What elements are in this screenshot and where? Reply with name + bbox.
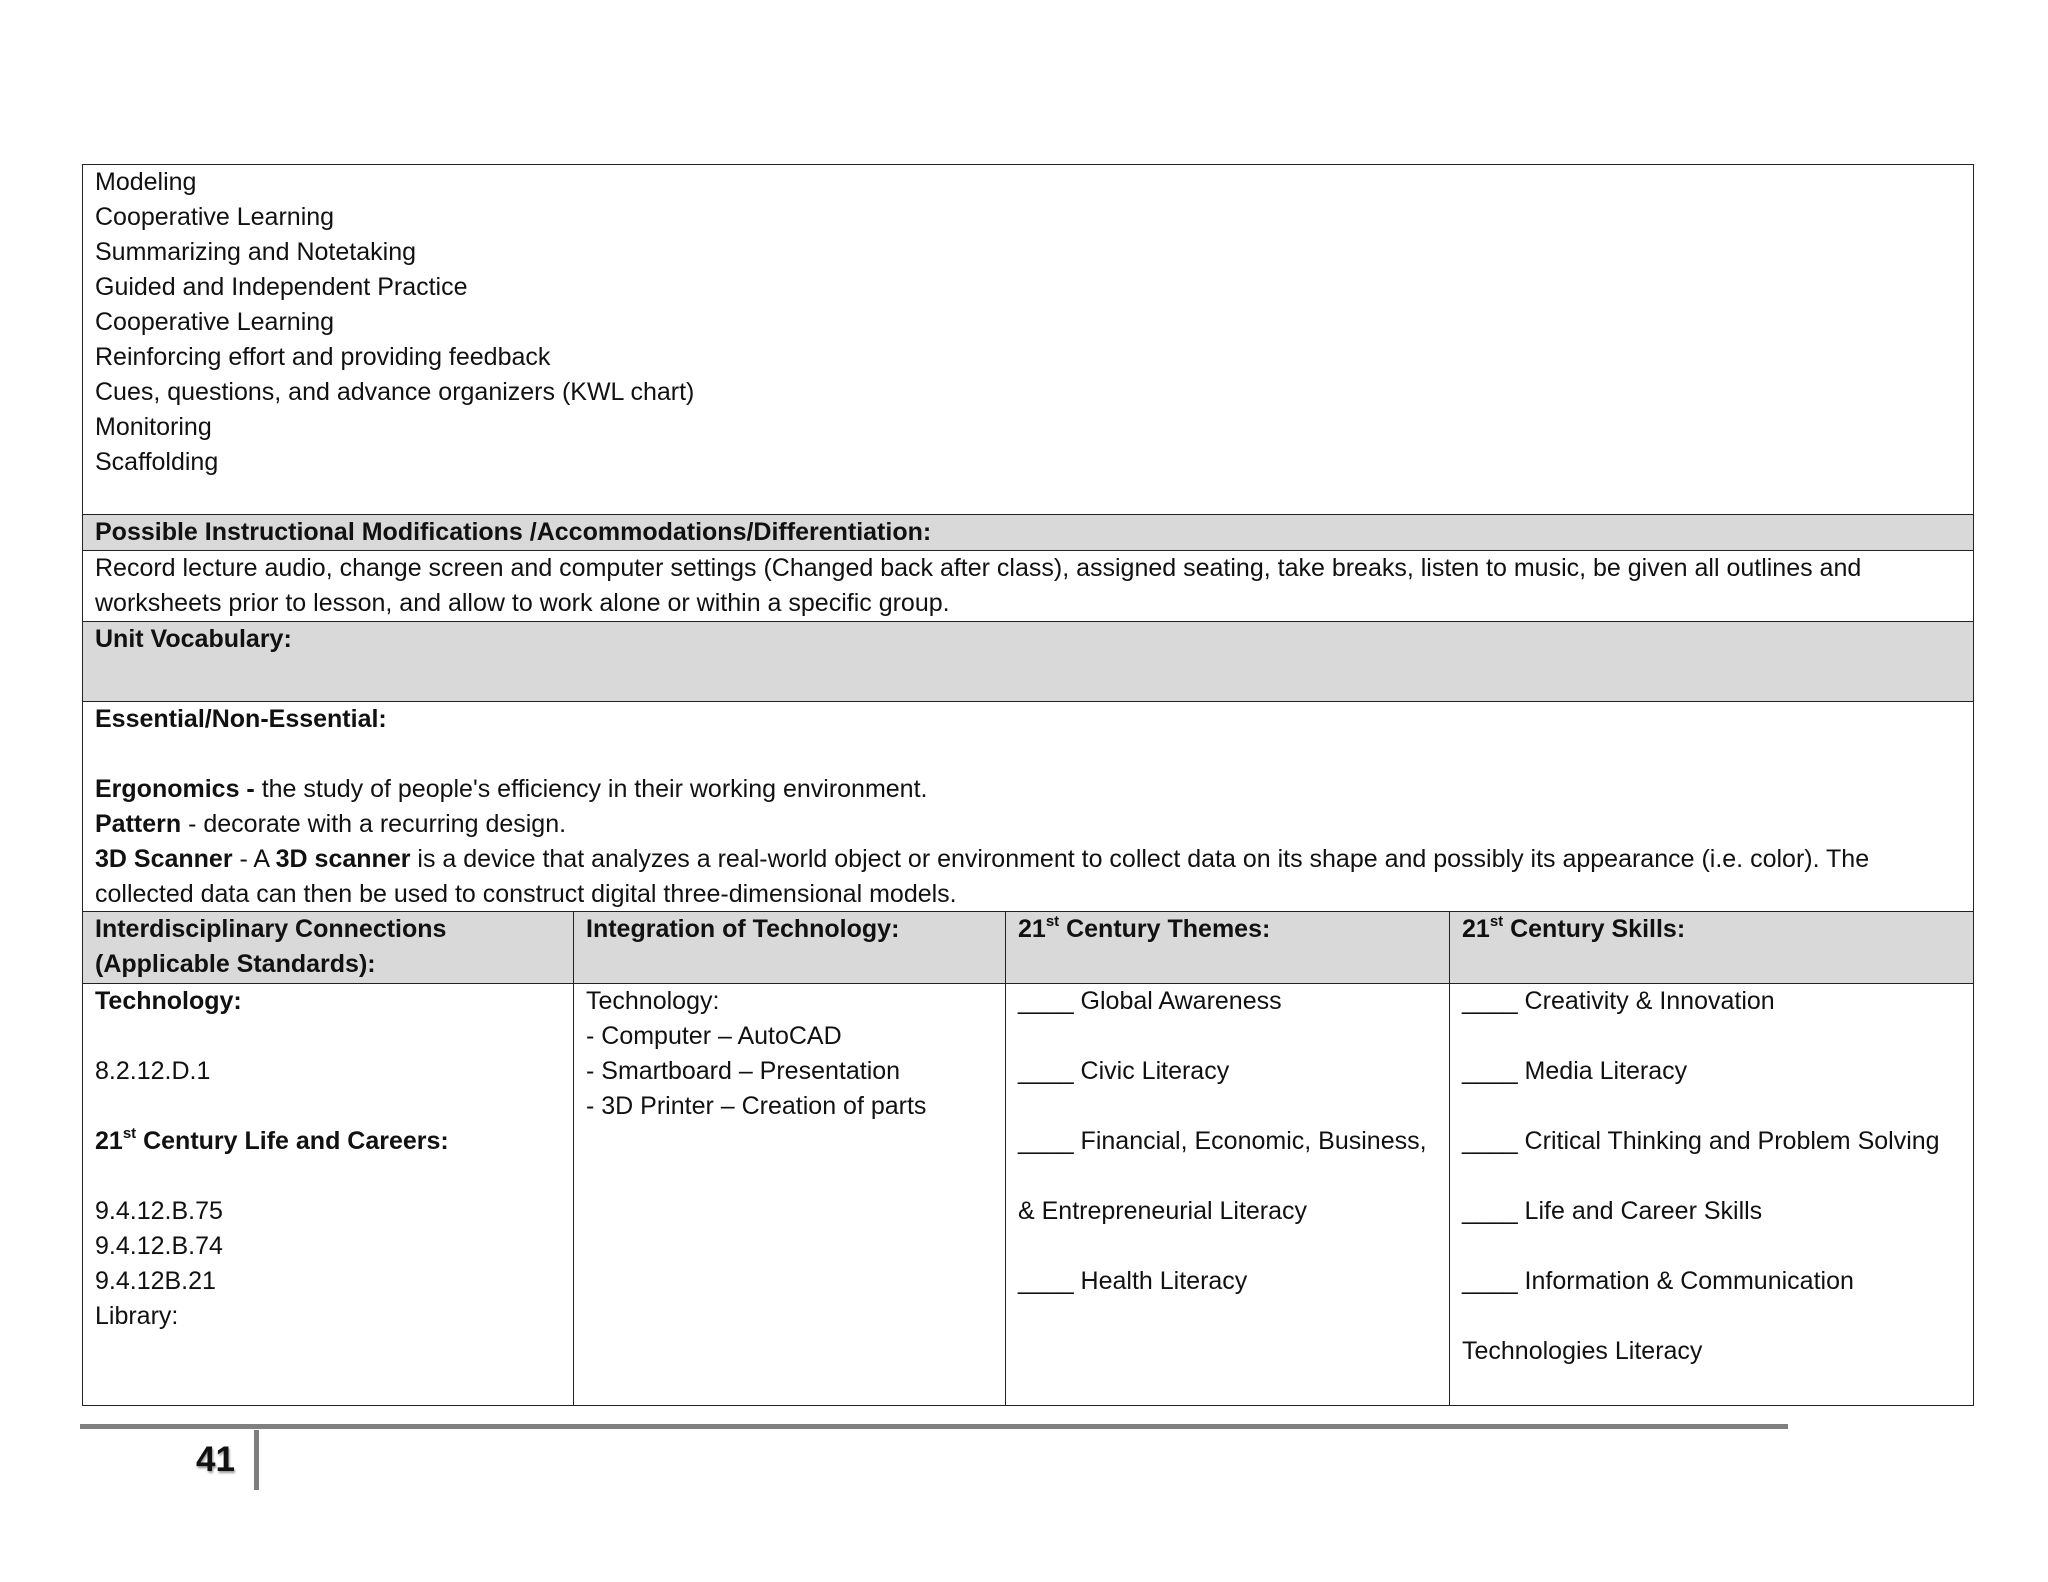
library-label: Library: xyxy=(95,1302,179,1330)
careers-label-prefix: 21 xyxy=(95,1127,123,1155)
interdisciplinary-heading-line: Interdisciplinary Connections xyxy=(95,915,447,943)
interdisciplinary-heading-line: (Applicable Standards): xyxy=(95,950,376,978)
page-number-bar xyxy=(254,1430,259,1490)
strategy-item: Cues, questions, and advance organizers (KWL chart) xyxy=(95,378,695,406)
skill-item: ____ Critical Thinking and Problem Solving xyxy=(1462,1127,1940,1155)
themes-heading-sup: st xyxy=(1045,912,1060,930)
vocab-3d-scanner-cont: collected data can then be used to construct digital three-dimensional models. xyxy=(95,880,957,908)
interdisciplinary-heading xyxy=(83,912,573,983)
modifications-heading xyxy=(83,514,1973,550)
vocab-term: Ergonomics - xyxy=(95,775,255,803)
vocab-definition: - decorate with a recurring design. xyxy=(181,810,567,838)
strategy-item: Monitoring xyxy=(95,413,212,441)
technology-heading-text: Integration of Technology: xyxy=(586,915,900,943)
technology-cell xyxy=(573,984,1005,1405)
modifications-line: worksheets prior to lesson, and allow to work alone or within a specific group. xyxy=(95,589,950,617)
vocab-definition: the study of people's efficiency in their working environment. xyxy=(254,775,928,803)
careers-label-text: Century Life and Careers: xyxy=(136,1127,449,1155)
interdisciplinary-technology-label: Technology: xyxy=(95,987,242,1015)
standard-code: 9.4.12.B.74 xyxy=(95,1232,223,1260)
themes-heading-prefix: 21 xyxy=(1018,915,1046,943)
strategy-item: Scaffolding xyxy=(95,448,219,476)
skills-heading xyxy=(1449,912,1973,983)
modifications-heading-text: Possible Instructional Modifications /Accommodations/Differentiation: xyxy=(95,518,932,546)
theme-item: ____ Health Literacy xyxy=(1018,1267,1248,1295)
technology-item: - Computer – AutoCAD xyxy=(586,1022,842,1050)
standard-code: 9.4.12B.21 xyxy=(95,1267,216,1295)
theme-item: & Entrepreneurial Literacy xyxy=(1018,1197,1308,1225)
strategy-item: Modeling xyxy=(95,168,197,196)
page-number: 41 xyxy=(196,1440,235,1479)
skill-item: ____ Creativity & Innovation xyxy=(1462,987,1775,1015)
careers-label-sup: st xyxy=(122,1124,137,1142)
strategies-cell xyxy=(83,165,1973,514)
vocab-term: 3D scanner xyxy=(275,845,411,873)
lesson-plan-table xyxy=(82,164,1974,1406)
strategy-item: Guided and Independent Practice xyxy=(95,273,468,301)
vocabulary-cell xyxy=(83,701,1973,911)
skill-item: ____ Media Literacy xyxy=(1462,1057,1688,1085)
themes-heading-text: Century Themes: xyxy=(1059,915,1271,943)
skills-cell xyxy=(1449,984,1973,1405)
technology-heading xyxy=(573,912,1005,983)
technology-item: - 3D Printer – Creation of parts xyxy=(586,1092,927,1120)
careers-label xyxy=(95,1124,561,1159)
vocabulary-heading-text: Unit Vocabulary: xyxy=(95,625,292,653)
technology-label: Technology: xyxy=(586,987,720,1015)
strategy-item: Reinforcing effort and providing feedback xyxy=(95,343,551,371)
standard-code: 8.2.12.D.1 xyxy=(95,1057,211,1085)
vocab-term: Pattern xyxy=(95,810,182,838)
technology-item: - Smartboard – Presentation xyxy=(586,1057,901,1085)
columns-body-row xyxy=(83,983,1973,1405)
vocab-definition: is a device that analyzes a real-world object or environment to collect data on its shape and possibly its appearance (i.e. color). The xyxy=(410,845,1870,873)
interdisciplinary-cell xyxy=(83,984,573,1405)
themes-heading xyxy=(1005,912,1449,983)
columns-header-row xyxy=(83,911,1973,983)
skills-heading-sup: st xyxy=(1489,912,1504,930)
strategy-item: Summarizing and Notetaking xyxy=(95,238,416,266)
skill-item: ____ Information & Communication xyxy=(1462,1267,1854,1295)
skills-heading-text: Century Skills: xyxy=(1503,915,1686,943)
theme-item: ____ Global Awareness xyxy=(1018,987,1282,1015)
modifications-cell xyxy=(83,550,1973,621)
vocab-3d-scanner xyxy=(95,842,1961,877)
skill-item: ____ Life and Career Skills xyxy=(1462,1197,1763,1225)
strategy-item: Cooperative Learning xyxy=(95,308,335,336)
vocab-ergonomics xyxy=(95,772,1961,807)
theme-item: ____ Financial, Economic, Business, xyxy=(1018,1127,1427,1155)
skill-item: Technologies Literacy xyxy=(1462,1337,1703,1365)
vocab-pattern xyxy=(95,807,1961,842)
essential-heading: Essential/Non-Essential: xyxy=(95,705,387,733)
standard-code: 9.4.12.B.75 xyxy=(95,1197,223,1225)
vocabulary-heading xyxy=(83,621,1973,701)
modifications-line: Record lecture audio, change screen and computer settings (Changed back after class), assigned seating, take breaks, listen to music, be given all outlines and xyxy=(95,554,1862,582)
strategy-item: Cooperative Learning xyxy=(95,203,335,231)
vocab-term: 3D Scanner xyxy=(95,845,233,873)
skills-heading-prefix: 21 xyxy=(1462,915,1490,943)
themes-cell xyxy=(1005,984,1449,1405)
theme-item: ____ Civic Literacy xyxy=(1018,1057,1230,1085)
footer-divider xyxy=(80,1424,1788,1429)
vocab-definition: - A xyxy=(232,845,276,873)
